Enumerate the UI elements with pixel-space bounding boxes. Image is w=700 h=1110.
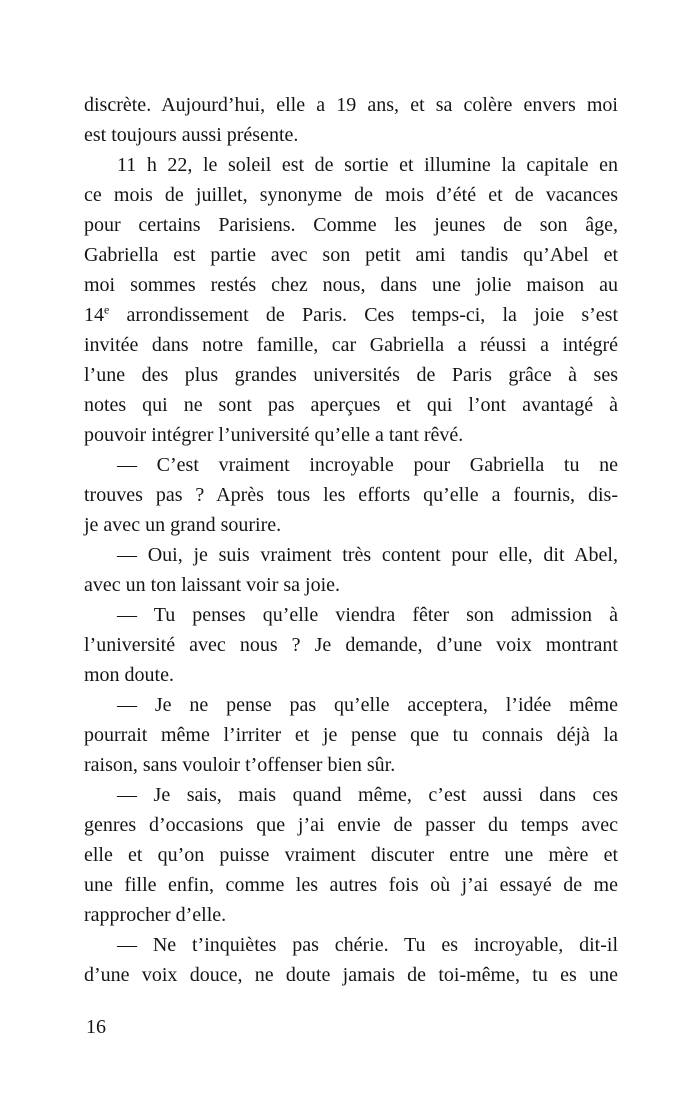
text-line: 14e arrondissement de Paris. Ces temps-ci, la joie s’est [84, 302, 618, 326]
text-line: — Tu penses qu’elle viendra fêter son admission à [117, 604, 618, 626]
paragraph [84, 600, 618, 690]
text-line: pour certains Parisiens. Comme les jeunes de son âge, [84, 214, 618, 236]
page-number: 16 [86, 1016, 106, 1038]
text-line: — Oui, je suis vraiment très content pour elle, dit Abel, [117, 544, 618, 566]
text-line: ce mois de juillet, synonyme de mois d’été et de vacances [84, 184, 618, 206]
text-line: je avec un grand sourire. [84, 514, 282, 536]
text-line: pourrait même l’irriter et je pense que tu connais déjà la [84, 724, 618, 746]
paragraph [84, 780, 618, 930]
text-line: notes qui ne sont pas aperçues et qui l’ont avantagé à [84, 394, 618, 416]
paragraph [84, 90, 618, 150]
text-line: elle et qu’on puisse vraiment discuter entre une mère et [84, 844, 618, 866]
text-line: 11 h 22, le soleil est de sortie et illumine la capitale en [117, 154, 618, 176]
text-line: — C’est vraiment incroyable pour Gabriella tu ne [117, 454, 618, 476]
text-line: moi sommes restés chez nous, dans une jolie maison au [84, 274, 618, 296]
text-line: invitée dans notre famille, car Gabriella a réussi a intégré [84, 334, 618, 356]
text-line: raison, sans vouloir t’offenser bien sûr. [84, 754, 396, 776]
text-line: — Je ne pense pas qu’elle acceptera, l’idée même [117, 694, 618, 716]
paragraph [84, 690, 618, 780]
text-line: est toujours aussi présente. [84, 124, 299, 146]
text-line: genres d’occasions que j’ai envie de passer du temps avec [84, 814, 618, 836]
paragraph [84, 150, 618, 450]
text-line: Gabriella est partie avec son petit ami tandis qu’Abel et [84, 244, 618, 266]
page-text [84, 90, 618, 990]
text-line: rapprocher d’elle. [84, 904, 227, 926]
paragraph [84, 450, 618, 540]
text-line: trouves pas ? Après tous les efforts qu’elle a fournis, dis- [84, 484, 618, 506]
text-line: discrète. Aujourd’hui, elle a 19 ans, et sa colère envers moi [84, 94, 618, 116]
text-line: d’une voix douce, ne doute jamais de toi-même, tu es une [84, 964, 618, 986]
text-line: pouvoir intégrer l’université qu’elle a tant rêvé. [84, 424, 464, 446]
text-line: avec un ton laissant voir sa joie. [84, 574, 341, 596]
text-line: une fille enfin, comme les autres fois où j’ai essayé de me [84, 874, 618, 896]
text-line: l’université avec nous ? Je demande, d’une voix montrant [84, 634, 618, 656]
paragraph [84, 540, 618, 600]
paragraph [84, 930, 618, 990]
text-line: — Je sais, mais quand même, c’est aussi dans ces [117, 784, 618, 806]
text-line: mon doute. [84, 664, 174, 686]
text-line: — Ne t’inquiètes pas chérie. Tu es incroyable, dit-il [117, 934, 618, 956]
text-line: l’une des plus grandes universités de Paris grâce à ses [84, 364, 618, 386]
